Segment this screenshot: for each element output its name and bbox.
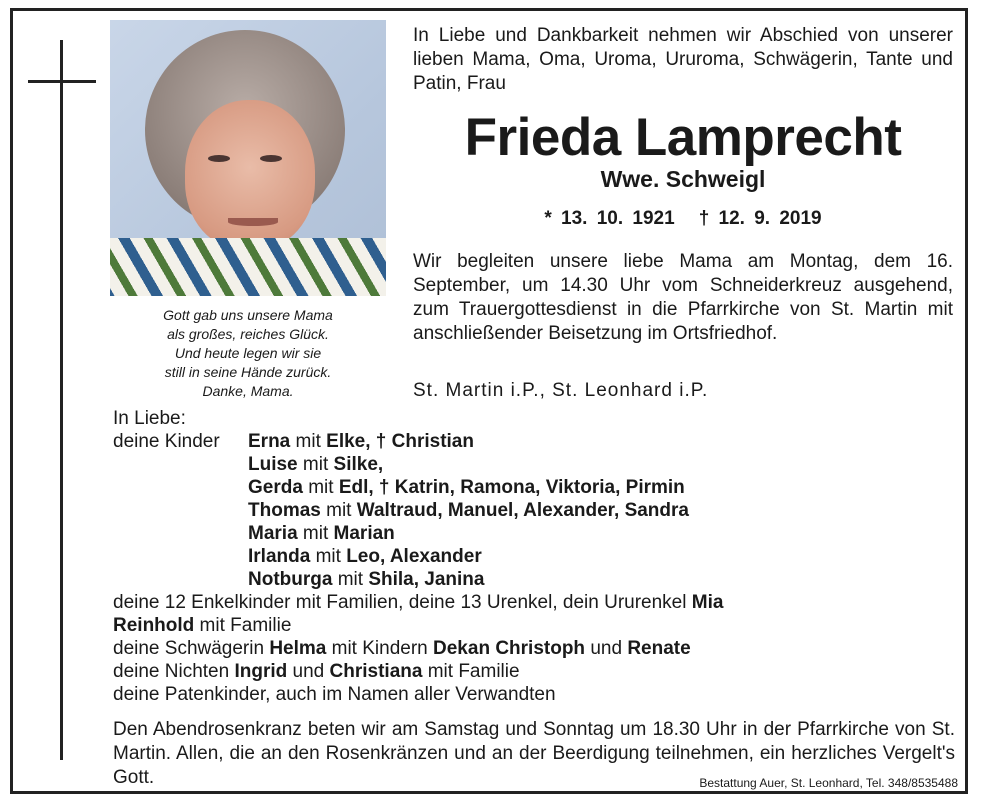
- undertaker-info: Bestattung Auer, St. Leonhard, Tel. 348/8535488: [699, 776, 958, 790]
- child-family: Silke,: [333, 454, 384, 475]
- text: und: [585, 638, 628, 659]
- portrait-photo: [110, 20, 386, 296]
- name: Dekan Christoph: [433, 638, 586, 659]
- child-row: [248, 499, 958, 522]
- text: deine Schwägerin: [113, 638, 270, 659]
- child-name: Luise: [248, 454, 298, 475]
- child-row: [248, 453, 958, 476]
- text: deine Nichten: [113, 661, 235, 682]
- child-connector: mit: [297, 454, 334, 475]
- child-name: Notburga: [248, 569, 333, 590]
- name: Christiana: [329, 661, 423, 682]
- children-block: [113, 430, 958, 591]
- name: Ingrid: [234, 661, 288, 682]
- child-name: Thomas: [248, 500, 321, 521]
- poem-line: als großes, reiches Glück.: [167, 326, 329, 342]
- child-row: [248, 476, 958, 499]
- death-date: † 12. 9. 2019: [698, 208, 822, 229]
- sister-in-law-row: [113, 637, 958, 660]
- child-family: Elke, † Christian: [326, 431, 474, 452]
- poem-line: Danke, Mama.: [202, 383, 294, 399]
- reinhold-row: [113, 614, 958, 637]
- grandchildren-row: [113, 591, 958, 614]
- cross-icon: [60, 40, 63, 760]
- deceased-name: Frieda Lamprecht: [464, 108, 902, 167]
- child-name: Erna: [248, 431, 291, 452]
- nieces-row: [113, 660, 958, 683]
- widow-name: Wwe. Schweigl: [600, 166, 766, 192]
- child-row: [248, 568, 958, 591]
- child-name: Irlanda: [248, 546, 311, 567]
- child-name: Maria: [248, 523, 298, 544]
- poem-line: Und heute legen wir sie: [174, 345, 322, 361]
- kids-label: deine Kinder: [113, 431, 220, 452]
- birth-date: * 13. 10. 1921: [544, 208, 675, 229]
- child-row: [248, 522, 958, 545]
- child-row: [248, 545, 958, 568]
- child-family: Edl, † Katrin, Ramona, Viktoria, Pirmin: [338, 477, 685, 498]
- child-connector: mit: [332, 569, 369, 590]
- text: und: [287, 661, 330, 682]
- funeral-text: Wir begleiten unsere liebe Mama am Montag, dem 16. September, um 14.30 Uhr vom Schneiderkreuz ausgehend, zum Trauergottesdienst in die Pfarrkirche von St. Martin mit anschließender Beisetzung im Ortsfriedhof.: [413, 251, 953, 344]
- great-great-grandchild: Mia: [691, 592, 724, 613]
- closing-text: Den Abendrosenkranz beten wir am Samstag und Sonntag um 18.30 Uhr in der Pfarrkirche von St. Martin. Allen, die an den Rosenkränzen und an der Beerdigung teilnehmen, ein herzliches Vergelt's Gott.: [113, 719, 955, 788]
- poem-line: still in seine Hände zurück.: [164, 364, 332, 380]
- child-connector: mit: [320, 500, 357, 521]
- reinhold-text: mit Familie: [194, 615, 292, 636]
- mourners: [113, 407, 958, 706]
- name: Helma: [269, 638, 327, 659]
- child-connector: mit: [310, 546, 347, 567]
- intro-text: In Liebe und Dankbarkeit nehmen wir Abschied von unserer lieben Mama, Oma, Uroma, Ururoma, Schwägerin, Tante und Patin, Frau: [413, 25, 953, 94]
- name: Renate: [627, 638, 691, 659]
- godchildren-row: deine Patenkinder, auch im Namen aller Verwandten: [113, 684, 556, 705]
- child-family: Waltraud, Manuel, Alexander, Sandra: [356, 500, 689, 521]
- poem: [110, 306, 386, 401]
- child-row: [248, 430, 958, 453]
- in-liebe: In Liebe:: [113, 408, 186, 429]
- child-name: Gerda: [248, 477, 303, 498]
- life-dates: [413, 208, 953, 230]
- child-family: Marian: [333, 523, 395, 544]
- reinhold-name: Reinhold: [113, 615, 195, 636]
- child-connector: mit: [290, 431, 327, 452]
- poem-line: Gott gab uns unsere Mama: [163, 307, 333, 323]
- child-family: Shila, Janina: [368, 569, 485, 590]
- text: mit Familie: [422, 661, 520, 682]
- child-connector: mit: [297, 523, 334, 544]
- grandchildren-text: deine 12 Enkelkinder mit Familien, deine 13 Urenkel, dein Ururenkel: [113, 592, 692, 613]
- child-family: Leo, Alexander: [346, 546, 482, 567]
- places: St. Martin i.P., St. Leonhard i.P.: [413, 380, 709, 401]
- cross-icon-bar: [28, 80, 96, 83]
- child-connector: mit: [302, 477, 339, 498]
- text: mit Kindern: [326, 638, 434, 659]
